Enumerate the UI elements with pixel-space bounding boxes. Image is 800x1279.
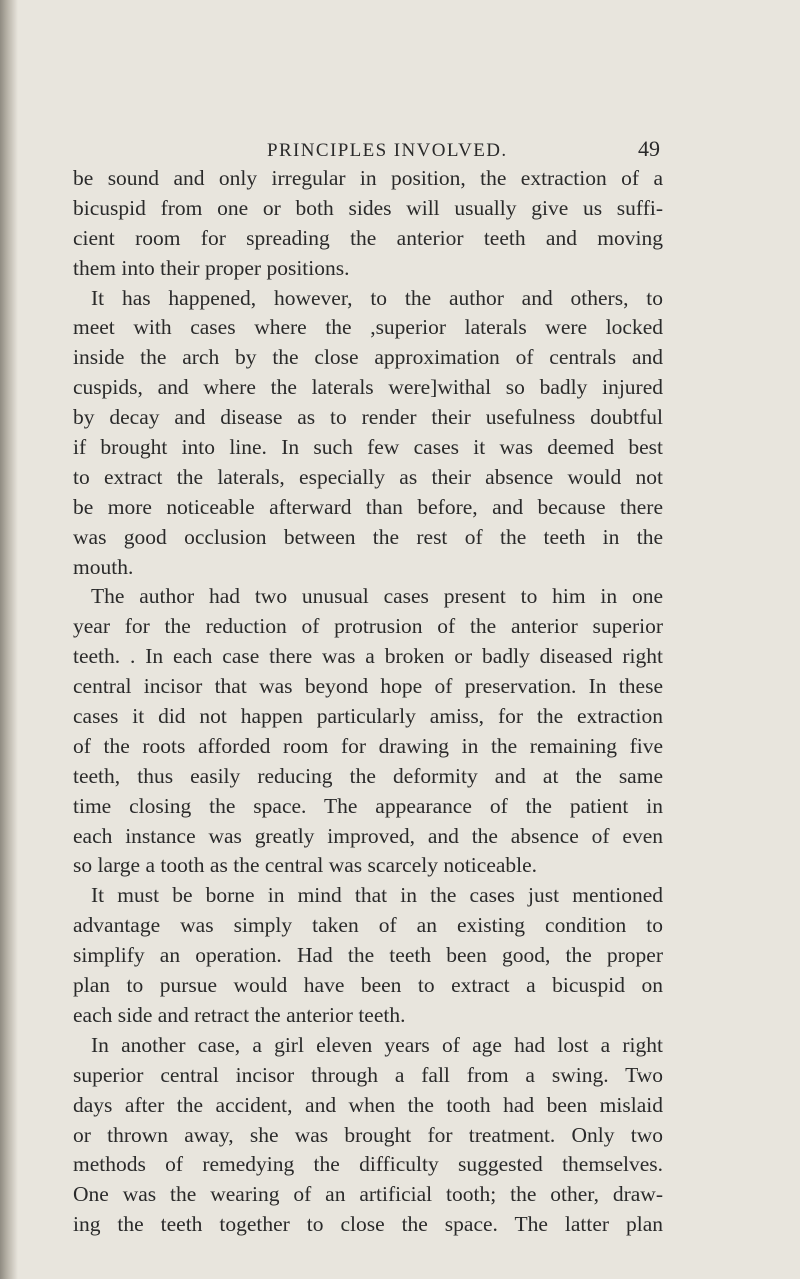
page-number: 49 <box>638 136 660 161</box>
text-line: so large a tooth as the central was scarcely noticeable. <box>73 853 538 878</box>
text-line: bicuspid from one or both sides will usually give us suffi- <box>73 195 663 220</box>
text-line: cases it did not happen particularly amiss, for the extraction <box>73 704 663 729</box>
text-line: of the roots afforded room for drawing in the remaining five <box>73 733 663 758</box>
text-line: mouth. <box>73 554 134 579</box>
text-line: or thrown away, she was brought for treatment. Only two <box>73 1122 663 1147</box>
text-line: In another case, a girl eleven years of age had lost a right <box>91 1032 663 1057</box>
text-line: The author had two unusual cases present to him in one <box>91 584 663 609</box>
text-line: days after the accident, and when the tooth had been mislaid <box>73 1092 663 1117</box>
text-line: if brought into line. In such few cases it was deemed best <box>73 435 663 460</box>
text-line: them into their proper positions. <box>73 255 350 280</box>
text-line: It must be borne in mind that in the cases just mentioned <box>91 883 663 908</box>
text-line: each side and retract the anterior teeth. <box>73 1002 406 1027</box>
text-line: each instance was greatly improved, and the absence of even <box>73 823 663 848</box>
text-line: simplify an operation. Had the teeth been good, the proper <box>73 943 663 968</box>
page-edge-shadow <box>0 0 18 1279</box>
text-line: year for the reduction of protrusion of the anterior superior <box>73 614 663 639</box>
page-header <box>0 136 800 166</box>
text-line: superior central incisor through a fall from a swing. Two <box>73 1062 663 1087</box>
text-line: by decay and disease as to render their usefulness doubtful <box>73 405 663 430</box>
text-line: cient room for spreading the anterior teeth and moving <box>73 225 663 250</box>
text-line: be more noticeable afterward than before, and because there <box>73 494 663 519</box>
text-line: plan to pursue would have been to extract a bicuspid on <box>73 973 663 998</box>
text-line: One was the wearing of an artificial tooth; the other, draw- <box>73 1182 663 1207</box>
body-text <box>73 164 663 1240</box>
text-line: time closing the space. The appearance of the patient in <box>73 793 663 818</box>
text-line: inside the arch by the close approximation of centrals and <box>73 345 663 370</box>
text-line: be sound and only irregular in position, the extraction of a <box>73 166 663 190</box>
text-line: cuspids, and where the laterals were]withal so badly injured <box>73 375 663 400</box>
text-line: to extract the laterals, especially as their absence would not <box>73 464 663 489</box>
text-line: meet with cases where the ,superior laterals were locked <box>73 315 663 340</box>
text-line: It has happened, however, to the author and others, to <box>91 285 663 310</box>
text-line: teeth, thus easily reducing the deformity and at the same <box>73 763 663 788</box>
text-line: teeth. . In each case there was a broken or badly diseased right <box>73 644 663 669</box>
text-line: ing the teeth together to close the space. The latter plan <box>73 1212 663 1237</box>
text-line: was good occlusion between the rest of the teeth in the <box>73 524 663 549</box>
text-line: advantage was simply taken of an existing condition to <box>73 913 663 938</box>
text-line: central incisor that was beyond hope of preservation. In these <box>73 674 663 699</box>
text-line: methods of remedying the difficulty suggested themselves. <box>73 1152 663 1177</box>
running-head: PRINCIPLES INVOLVED. <box>267 140 508 161</box>
